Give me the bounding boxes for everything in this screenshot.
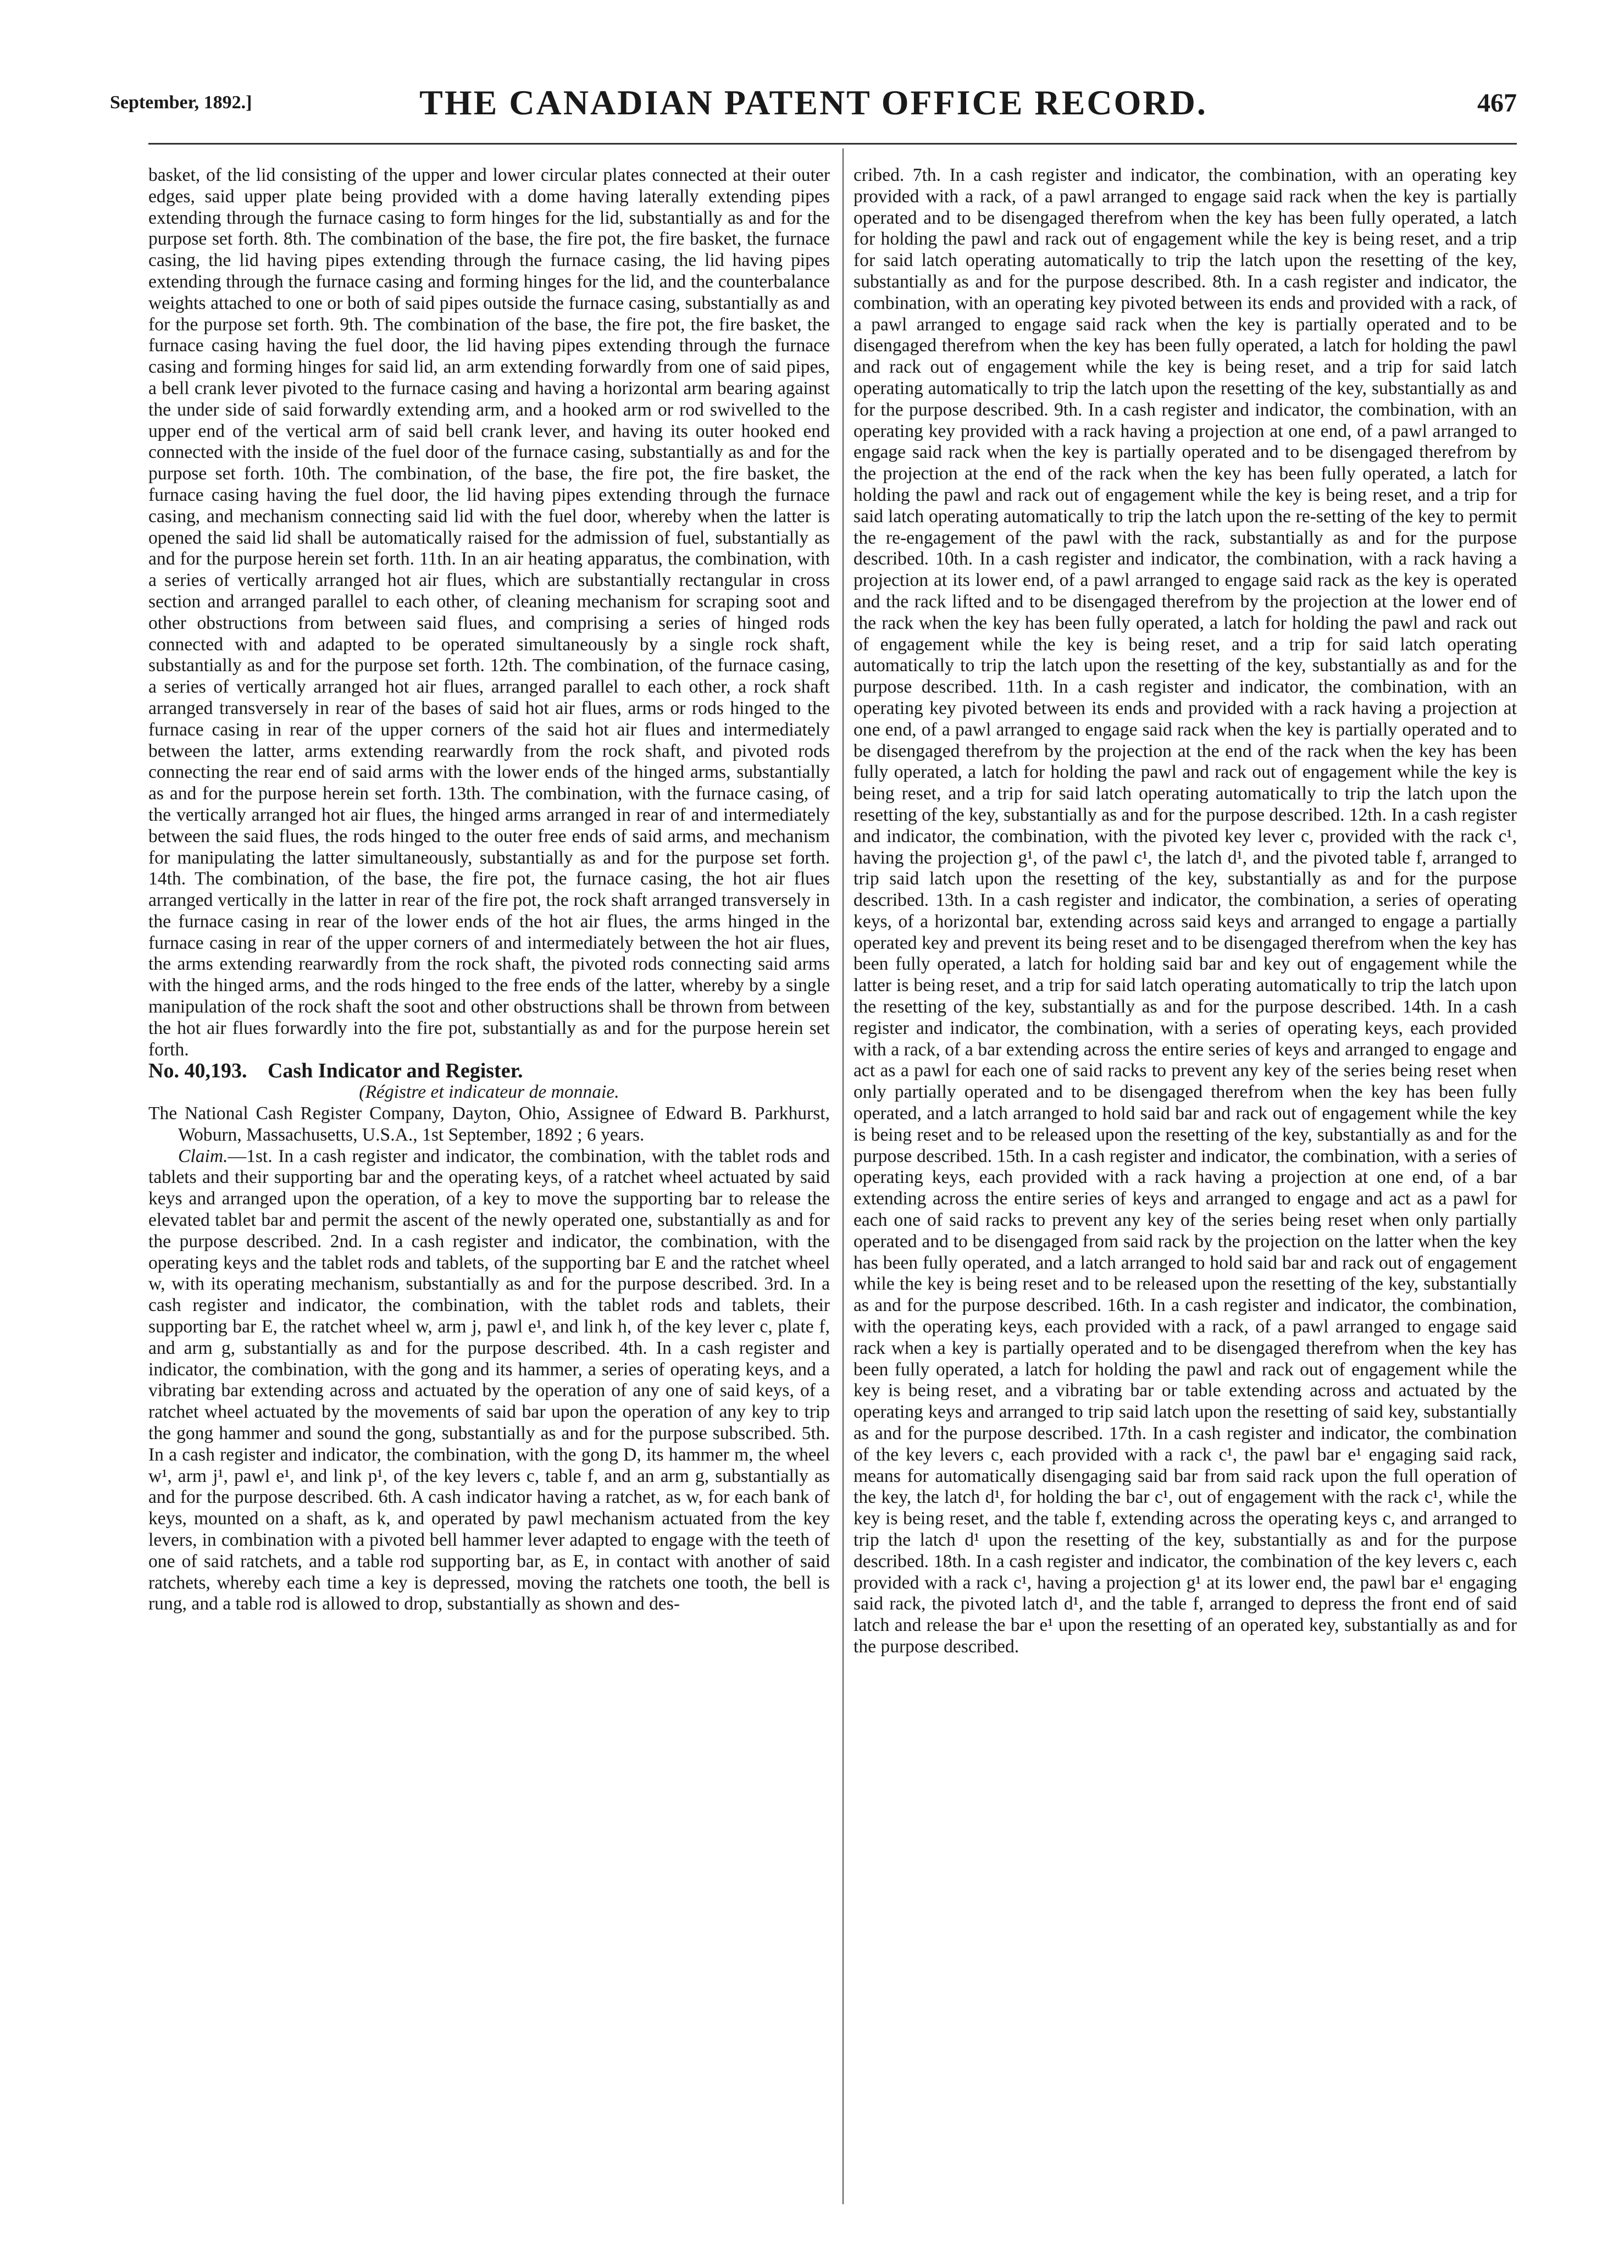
patent-number: No. 40,193. <box>148 1059 247 1083</box>
page-header <box>110 82 1517 132</box>
left-column <box>148 165 830 1615</box>
patent-french-title: (Régistre et indicateur de monnaie. <box>359 1082 619 1103</box>
patent-assignee: The National Cash Register Company, Dayton, Ohio, Assignee of Edward B. Parkhurst, Woburn, Massachusetts, U.S.A., 1st September, 1892 ; 6 years. <box>148 1103 830 1145</box>
continued-claims-text: basket, of the lid consisting of the upper and lower circular plates connected at their outer edges, said upper plate being provided with a dome having laterally extending pipes extending through the furnace casing to form hinges for the lid, substantially as and for the purpose set forth. 8th. The combination of the base, the fire pot, the fire basket, the furnace casing, the lid having pipes extending through the furnace casing, the lid having pipes extending through the furnace casing and forming hinges for the lid, and the counterbalance weights attached to one or both of said pipes outside the furnace casing, substantially as and for the purpose set forth. 9th. The combination of the base, the fire pot, the fire basket, the furnace casing having the fuel door, the lid having pipes extending through the furnace casing and forming hinges for said lid, an arm extending forwardly from one of said pipes, a bell crank lever pivoted to the furnace casing and having a horizontal arm bearing against the under side of said forwardly extending arm, and a hooked arm or rod swivelled to the upper end of the vertical arm of said bell crank lever, and having its outer hooked end connected with the inside of the fuel door of the furnace casing, substantially as and for the purpose set forth. 10th. The combination, of the base, the fire pot, the fire basket, the furnace casing having the fuel door, the lid having pipes extending through the furnace casing, and mechanism connecting said lid with the fuel door, whereby when the latter is opened the said lid shall be automatically raised for the admission of fuel, substantially as and for the purpose herein set forth. 11th. In an air heating apparatus, the combination, with a series of vertically arranged hot air flues, which are substantially rectangular in cross section and arranged parallel to each other, of cleaning mechanism for scraping soot and other obstructions from between said flues, and comprising a series of hinged rods connected with and adapted to be operated simultaneously by a single rock shaft, substantially as and for the purpose set forth. 12th. The combination, of the furnace casing, a series of vertically arranged hot air flues, arranged parallel to each other, a rock shaft arranged transversely in rear of the bases of said hot air flues, arms or rods hinged to the furnace casing in rear of the upper corners of the said hot air flues and intermediately between the latter, arms extending rearwardly from the rock shaft, and pivoted rods connecting the rear end of said arms with the lower ends of the hinged arms, substantially as and for the purpose herein set forth. 13th. The combination, with the furnace casing, of the vertically arranged hot air flues, the hinged arms arranged in rear of and intermediately between the said flues, the rods hinged to the outer free ends of said arms, and mechanism for manipulating the latter simultaneously, substantially as and for the purpose set forth. 14th. The combination, of the base, the fire pot, the furnace casing, the hot air flues arranged vertically in the latter in rear of the fire pot, the rock shaft arranged transversely in the furnace casing in rear of the lower ends of the hot air flues, the arms hinged in the furnace casing in rear of the upper corners of and intermediately between the hot air flues, the arms extending rearwardly from the rock shaft, the pivoted rods connecting said arms with the hinged arms, and the rods hinged to the free ends of the latter, whereby by a single manipulation of the rock shaft the soot and other obstructions shall be thrown from between the hot air flues forwardly into the fire pot, substantially as and for the purpose herein set forth. <box>148 165 830 1060</box>
right-column <box>853 165 1517 1658</box>
claims-continued-text: cribed. 7th. In a cash register and indicator, the combination, with an operating key provided with a rack, of a pawl arranged to engage said rack when the key is partially operated and to be disengaged therefrom when the key has been fully operated, a latch for holding the pawl and rack out of engagement while the key is being reset, and a trip for said latch operating automatically to trip the latch upon the resetting of the key, substantially as and for the purpose described. 8th. In a cash register and indicator, the combination, with an operating key pivoted between its ends and provided with a rack, of a pawl arranged to engage said rack when the key is partially operated and to be disengaged therefrom when the key has been fully operated, a latch for holding the pawl and rack out of engagement while the key is being reset, and a trip for said latch operating automatically to trip the latch upon the resetting of the key, substantially as and for the purpose described. 9th. In a cash register and indicator, the combination, with an operating key provided with a rack having a projection at one end, of a pawl arranged to engage said rack when the key is partially operated and to be disengaged therefrom by the projection at the end of the rack when the key has been fully operated, a latch for holding the pawl and rack out of engagement while the key is being reset, and a trip for said latch operating automatically to trip the latch upon the re-setting of the key to permit the re-engagement of the pawl with the rack, substantially as and for the purpose described. 10th. In a cash register and indicator, the combination, with a rack having a projection at its lower end, of a pawl arranged to engage said rack as the key is operated and the rack lifted and to be disengaged therefrom by the projection at the lower end of the rack when the key has been fully operated, a latch for holding the pawl and rack out of engagement while the key is being reset, and a trip for said latch operating automatically to trip the latch upon the resetting of the key, substantially as and for the purpose described. 11th. In a cash register and indicator, the combination, with an operating key pivoted between its ends and provided with a rack having a projection at one end, of a pawl arranged to engage said rack when the key is partially operated and to be disengaged therefrom by the projection at the end of the rack when the key has been fully operated, a latch for holding the pawl and rack out of engagement while the key is being reset, and a trip for said latch operating automatically to trip the latch upon the resetting of the key, substantially as and for the purpose described. 12th. In a cash register and indicator, the combination, with the pivoted key lever c, provided with the rack c¹, having the projection g¹, of the pawl c¹, the latch d¹, and the pivoted table f, arranged to trip said latch upon the resetting of the key, substantially as and for the purpose described. 13th. In a cash register and indicator, the combination, a series of operating keys, of a horizontal bar, extending across said keys and arranged to engage a partially operated key and prevent its being reset and to be disengaged therefrom when the key has been fully operated, a latch for holding said bar and key out of engagement while the latter is being reset, and a trip for said latch operating automatically to trip the latch upon the resetting of the key, substantially as and for the purpose described. 14th. In a cash register and indicator, the combination, with a series of operating keys, each provided with a rack, of a bar extending across the entire series of keys and arranged to engage and act as a pawl for each one of said racks to prevent any key of the series being reset when only partially operated and to be disengaged therefrom when the key has been fully operated, and a latch arranged to hold said bar and rack out of engagement while the key is being reset and to be released upon the resetting of the key, substantially as and for the purpose described. 15th. In a cash register and indicator, the combination, with a series of operating keys, each provided with a rack having a projection at one end, of a bar extending across the entire series of keys and arranged to engage and act as a pawl for each one of said racks to prevent any key of the series being reset when only partially operated and to be disengaged from said rack by the projection on the latter when the key has been fully operated, and a latch arranged to hold said bar and rack out of engagement while the key is being reset and to be released upon the resetting of the key, substantially as and for the purpose described. 16th. In a cash register and indicator, the combination, with the operating keys, each provided with a rack, of a pawl arranged to engage said rack when a key is partially operated and to be disengaged therefrom when the key has been fully operated, a latch for holding the pawl and rack out of engagement while the key is being reset, and a vibrating bar or table extending across and actuated by the operating keys and arranged to trip said latch upon the resetting of said key, substantially as and for the purpose described. 17th. In a cash register and indicator, the combination of the key levers c, each provided with a rack c¹, the pawl bar e¹ engaging said rack, means for automatically disengaging said bar from said rack upon the full operation of the key, the latch d¹, for holding the bar c¹, out of engagement with the rack c¹, while the key is being reset, and the table f, extending across the operating keys c, and arranged to trip the latch d¹ upon the resetting of the key, substantially as and for the purpose described. 18th. In a cash register and indicator, the combination of the key levers c, each provided with a rack c¹, having a projection g¹ at its lower end, the pawl bar e¹ engaging said rack, the pivoted latch d¹, and the table f, arranged to depress the front end of said latch and release the bar e¹ upon the resetting of an operated key, substantially as and for the purpose described. <box>853 165 1517 1657</box>
issue-date: September, 1892.] <box>110 92 252 113</box>
column-divider <box>843 148 844 2204</box>
header-rule <box>148 143 1517 145</box>
patent-title: Cash Indicator and Register. <box>267 1059 523 1083</box>
page-number: 467 <box>1477 88 1517 118</box>
patent-heading <box>148 1060 830 1082</box>
publication-title: THE CANADIAN PATENT OFFICE RECORD. <box>419 83 1207 122</box>
claims-paragraph <box>148 1146 830 1616</box>
claims-text: —1st. In a cash register and indicator, the combination, with the tablet rods and tablets and their supporting bar and the operating keys, of a ratchet wheel actuated by said keys and arranged upon the operation, of a key to move the supporting bar to release the elevated tablet bar and permit the ascent of the newly operated one, substantially as and for the purpose described. 2nd. In a cash register and indicator, the combination, with the operating keys and the tablet rods and tablets, of the supporting bar E and the ratchet wheel w, with its operating mechanism, substantially as and for the purpose described. 3rd. In a cash register and indicator, the combination, with the tablet rods and tablets, their supporting bar E, the ratchet wheel w, arm j, pawl e¹, and link h, of the key lever c, plate f, and arm g, substantially as and for the purpose described. 4th. In a cash register and indicator, the combination, with the gong and its hammer, a series of operating keys, and a vibrating bar extending across and actuated by the operation of any one of said keys, of a ratchet wheel actuated by the movements of said bar upon the operation of any key to trip the gong hammer and sound the gong, substantially as and for the purpose subscribed. 5th. In a cash register and indicator, the combination, with the gong D, its hammer m, the wheel w¹, arm j¹, pawl e¹, and link p¹, of the key levers c, table f, and an arm g, substantially as and for the purpose described. 6th. A cash indicator having a ratchet, as w, for each bank of keys, mounted on a shaft, as k, and operated by pawl mechanism actuated from the key levers, in combination with a pivoted bell hammer lever adapted to engage with the teeth of one of said ratchets, and a table rod supporting bar, as E, in contact with another of said ratchets, whereby each time a key is depressed, moving the ratchets one tooth, the bell is rung, and a table rod is allowed to drop, substantially as shown and des- <box>148 1146 830 1614</box>
claim-label: Claim. <box>178 1146 228 1166</box>
